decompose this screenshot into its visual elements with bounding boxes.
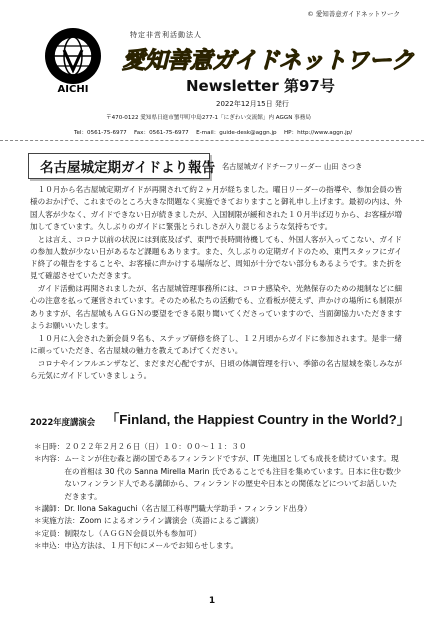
paragraph: １０月に入会された新会員９名も、ステップ研修を終了し、１２月頃からガイドに参加されます。是非一緒に頑っていただき、名古屋城の魅力を教えてあげてください。 (30, 333, 403, 355)
detail-row-speaker (34, 503, 404, 515)
svg-text:AICHI: AICHI (57, 84, 89, 95)
issue-number: Newsletter 第97号 (186, 77, 335, 95)
paragraph: ガイド活動は再開されましたが、名古屋城管理事務所には、コロナ感染や、光熱保存のための規制などに細心の注意を払って運営されています。そのため私たちの活動でも、立看板が使えず、声かけの場所にも制限がありますが、名古屋城もＡＧＧＮの要望をできる限り聞いてくださっていますので、当面御協力いただきますようお願いいたします。 (30, 284, 402, 330)
detail-label: ＊内容： (34, 454, 65, 464)
aggn-logo (40, 24, 106, 96)
issue-date: 2022年12月15日 発行 (216, 100, 289, 108)
detail-row-date (34, 441, 404, 453)
detail-value: Dr. Ilona Sakaguchi（名古屋工科専門職大学助手・フィンランド出身） (64, 504, 312, 514)
article-title: 名古屋城定期ガイドより報告 (40, 160, 216, 176)
org-type: 特定非営利活動法人 (130, 31, 202, 39)
detail-label: ＊定員： (34, 528, 65, 538)
detail-row-content (34, 453, 404, 503)
detail-value: 申込方法は、１月下旬にメールでお知らせします。 (64, 541, 239, 551)
paragraph: コロナやインフルエンザなど、まだまだ心配ですが、日頃の体調管理を行い、季節の名古屋城を楽しみながら元気にガイドしていきましょう。 (30, 358, 402, 380)
detail-row-capacity (34, 528, 404, 540)
detail-value: Zoom によるオンライン講演会（英語によるご講演） (79, 516, 264, 526)
page-number: 1 (208, 596, 216, 606)
lecture-details (34, 441, 404, 553)
article-author: 名古屋城ガイドチーフリーダー 山田 さつき (222, 162, 363, 171)
detail-value: ２０２２年２月２６日（日）１０：００～１１：３０ (64, 442, 247, 451)
office-address: 〒470-0122 愛知県日進市蟹甲町中島277-1「にぎわい交流館」内 AGGN 事務局 (106, 115, 311, 121)
detail-label: ＊申込： (34, 541, 65, 551)
lecture-header (30, 410, 410, 432)
contact-info: Tel：0561-75-6977 Fax：0561-75-6977 E-mail：guide-desk@aggn.jp HP：http://www.aggn.jp/ (74, 130, 353, 136)
article-body (30, 184, 402, 383)
detail-row-method (34, 515, 404, 527)
detail-label: ＊講師： (34, 504, 65, 514)
copyright-notice: © 愛知善意ガイドネットワーク (307, 10, 400, 18)
newsletter-title: 愛知善意ガイドネットワーク (122, 48, 414, 74)
detail-value: ムーミンが住む森と湖の国であるフィンランドですが、IT 先進国としても成長を続けています。現在の首相は 30 代の Sanna Mirella Marin 氏であることでも注目を集めています。日本に住む数少ないフィンランド人である講師から、フィンランドの歴史や日本との関係などについてお話しいただきます。 (64, 454, 402, 501)
paragraph: １０月から名古屋城定期ガイドが再開されて約２ヶ月が経ちました。曜日リーダーの指導や、参加会員の皆様のおかげで、これまでのところ大きな問題なく実施できておりますこと御礼申し上げます。最初の内は、外国人客が少なく、ガイドできない日が続きましたが、入国制限が緩和された１０月半ば辺りから、お客様が増加してきています。久しぶりのガイドに緊張とうれしさが入り混じるような気持ちです。 (30, 185, 402, 231)
detail-row-application (34, 540, 404, 552)
lecture-title: 「Finland, the Happiest Country in the World?」 (106, 412, 411, 427)
detail-label: ＊実施方法： (34, 516, 80, 526)
paragraph: とは言え、コロナ以前の状況には到底及ばず、東門で長時間待機しても、外国人客が入ってこない、ガイドの参加人数が少ない日があるなど課題もあります。また、久しぶりの定期ガイドのため、東門スタッフにガイド終了の報告をすることや、お客様に声かけする場所など、周知が十分でない部分もあるようです。また折を見て確認させていただきます。 (30, 234, 402, 281)
detail-value: 制限なし（ＡＧＧＮ会員以外も参加可） (64, 528, 202, 538)
lecture-label: 2022年度講演会 (30, 417, 96, 427)
detail-label: ＊日時： (34, 442, 65, 451)
header-divider (0, 140, 424, 141)
article-header (28, 153, 412, 179)
